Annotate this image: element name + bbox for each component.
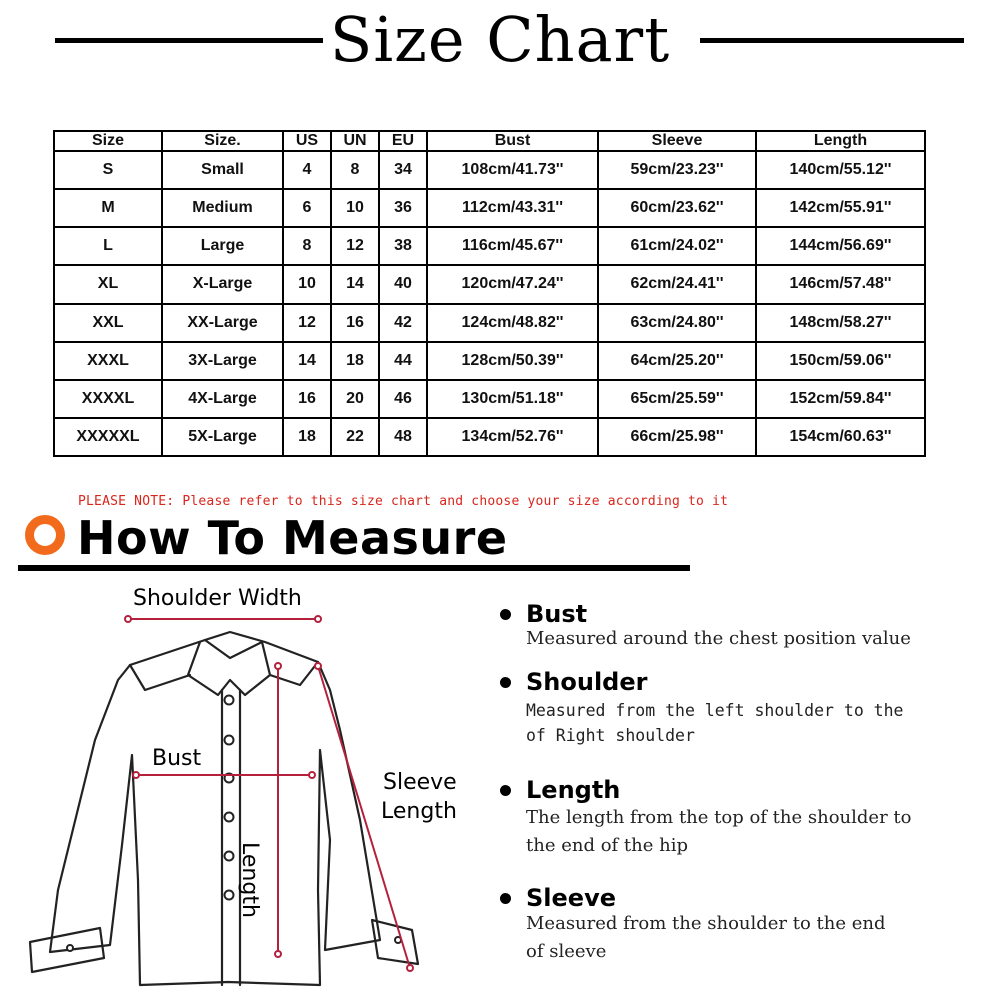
table-cell: 108cm/41.73'' (427, 151, 598, 189)
how-to-measure-rule (18, 565, 690, 571)
table-cell: S (54, 151, 162, 189)
bullet-icon (500, 677, 511, 688)
table-row (54, 342, 925, 380)
definition-term: Bust (526, 600, 588, 628)
table-cell: XXXXL (54, 380, 162, 418)
table-cell: 18 (331, 342, 379, 380)
table-cell: 134cm/52.76'' (427, 418, 598, 456)
sleeve-length-label-line2: Length (381, 799, 457, 824)
definition-text: of Right shoulder (526, 726, 695, 745)
table-cell: 10 (283, 265, 331, 303)
column-header: Bust (427, 131, 598, 151)
column-header: EU (379, 131, 427, 151)
table-cell: 124cm/48.82'' (427, 304, 598, 342)
table-cell: 66cm/25.98'' (598, 418, 756, 456)
shoulder-width-label: Shoulder Width (133, 586, 302, 611)
table-cell: 60cm/23.62'' (598, 189, 756, 227)
table-cell: 130cm/51.18'' (427, 380, 598, 418)
table-cell: 38 (379, 227, 427, 265)
table-cell: XXL (54, 304, 162, 342)
table-cell: 6 (283, 189, 331, 227)
table-cell: 146cm/57.48'' (756, 265, 925, 303)
table-cell: 16 (331, 304, 379, 342)
table-cell: 48 (379, 418, 427, 456)
table-cell: 8 (283, 227, 331, 265)
definition-text: of sleeve (526, 941, 607, 962)
page-title: Size Chart (329, 3, 671, 76)
column-header: US (283, 131, 331, 151)
title-rule-right (700, 38, 964, 43)
table-cell: 14 (331, 265, 379, 303)
table-cell: 4 (283, 151, 331, 189)
table-cell: 36 (379, 189, 427, 227)
table-cell: 44 (379, 342, 427, 380)
table-cell: 64cm/25.20'' (598, 342, 756, 380)
definition-term: Shoulder (526, 668, 648, 696)
table-cell: 144cm/56.69'' (756, 227, 925, 265)
table-cell: Medium (162, 189, 283, 227)
definition-text: Measured from the shoulder to the end (526, 913, 886, 934)
table-row (54, 418, 925, 456)
sleeve-length-label-line1: Sleeve (383, 770, 457, 795)
table-row (54, 189, 925, 227)
definition-text: The length from the top of the shoulder to (526, 807, 912, 828)
bullet-icon (500, 785, 511, 796)
table-row (54, 151, 925, 189)
column-header: UN (331, 131, 379, 151)
table-cell: 152cm/59.84'' (756, 380, 925, 418)
measurement-diagram (0, 580, 480, 1000)
table-row (54, 265, 925, 303)
bullet-icon (500, 609, 511, 620)
size-table (53, 130, 926, 457)
table-cell: XL (54, 265, 162, 303)
table-cell: 42 (379, 304, 427, 342)
column-header: Size. (162, 131, 283, 151)
table-header-row (54, 131, 925, 151)
table-cell: 63cm/24.80'' (598, 304, 756, 342)
table-cell: 46 (379, 380, 427, 418)
table-cell: 14 (283, 342, 331, 380)
table-cell: 61cm/24.02'' (598, 227, 756, 265)
table-cell: XXXL (54, 342, 162, 380)
table-cell: 128cm/50.39'' (427, 342, 598, 380)
table-cell: 16 (283, 380, 331, 418)
size-note: PLEASE NOTE: Please refer to this size chart and choose your size according to it (78, 494, 729, 509)
how-to-measure-title: How To Measure (77, 511, 508, 565)
table-cell: 5X-Large (162, 418, 283, 456)
table-cell: 3X-Large (162, 342, 283, 380)
table-cell: 142cm/55.91'' (756, 189, 925, 227)
table-cell: 154cm/60.63'' (756, 418, 925, 456)
definition-term: Length (526, 776, 621, 804)
table-cell: 8 (331, 151, 379, 189)
table-cell: 62cm/24.41'' (598, 265, 756, 303)
table-cell: 4X-Large (162, 380, 283, 418)
orange-circle-icon (25, 515, 65, 555)
table-cell: 59cm/23.23'' (598, 151, 756, 189)
table-cell: 40 (379, 265, 427, 303)
definition-text: the end of the hip (526, 835, 688, 856)
size-chart-header (0, 0, 1000, 80)
table-cell: M (54, 189, 162, 227)
table-cell: 120cm/47.24'' (427, 265, 598, 303)
bullet-icon (500, 893, 511, 904)
table-cell: 150cm/59.06'' (756, 342, 925, 380)
table-cell: Large (162, 227, 283, 265)
table-row (54, 227, 925, 265)
table-cell: L (54, 227, 162, 265)
table-cell: X-Large (162, 265, 283, 303)
table-cell: 12 (283, 304, 331, 342)
table-cell: 116cm/45.67'' (427, 227, 598, 265)
table-row (54, 304, 925, 342)
table-row (54, 380, 925, 418)
table-cell: 65cm/25.59'' (598, 380, 756, 418)
table-cell: 10 (331, 189, 379, 227)
column-header: Size (54, 131, 162, 151)
column-header: Sleeve (598, 131, 756, 151)
table-cell: Small (162, 151, 283, 189)
table-cell: XXXXXL (54, 418, 162, 456)
table-cell: XX-Large (162, 304, 283, 342)
definition-text: Measured around the chest position value (526, 628, 911, 649)
table-cell: 18 (283, 418, 331, 456)
table-cell: 34 (379, 151, 427, 189)
definition-term: Sleeve (526, 884, 616, 912)
table-cell: 12 (331, 227, 379, 265)
table-cell: 20 (331, 380, 379, 418)
table-cell: 140cm/55.12'' (756, 151, 925, 189)
definition-text: Measured from the left shoulder to the (526, 701, 904, 720)
column-header: Length (756, 131, 925, 151)
length-label: Length (237, 842, 262, 918)
table-cell: 112cm/43.31'' (427, 189, 598, 227)
table-cell: 22 (331, 418, 379, 456)
bust-label: Bust (152, 746, 202, 771)
table-cell: 148cm/58.27'' (756, 304, 925, 342)
